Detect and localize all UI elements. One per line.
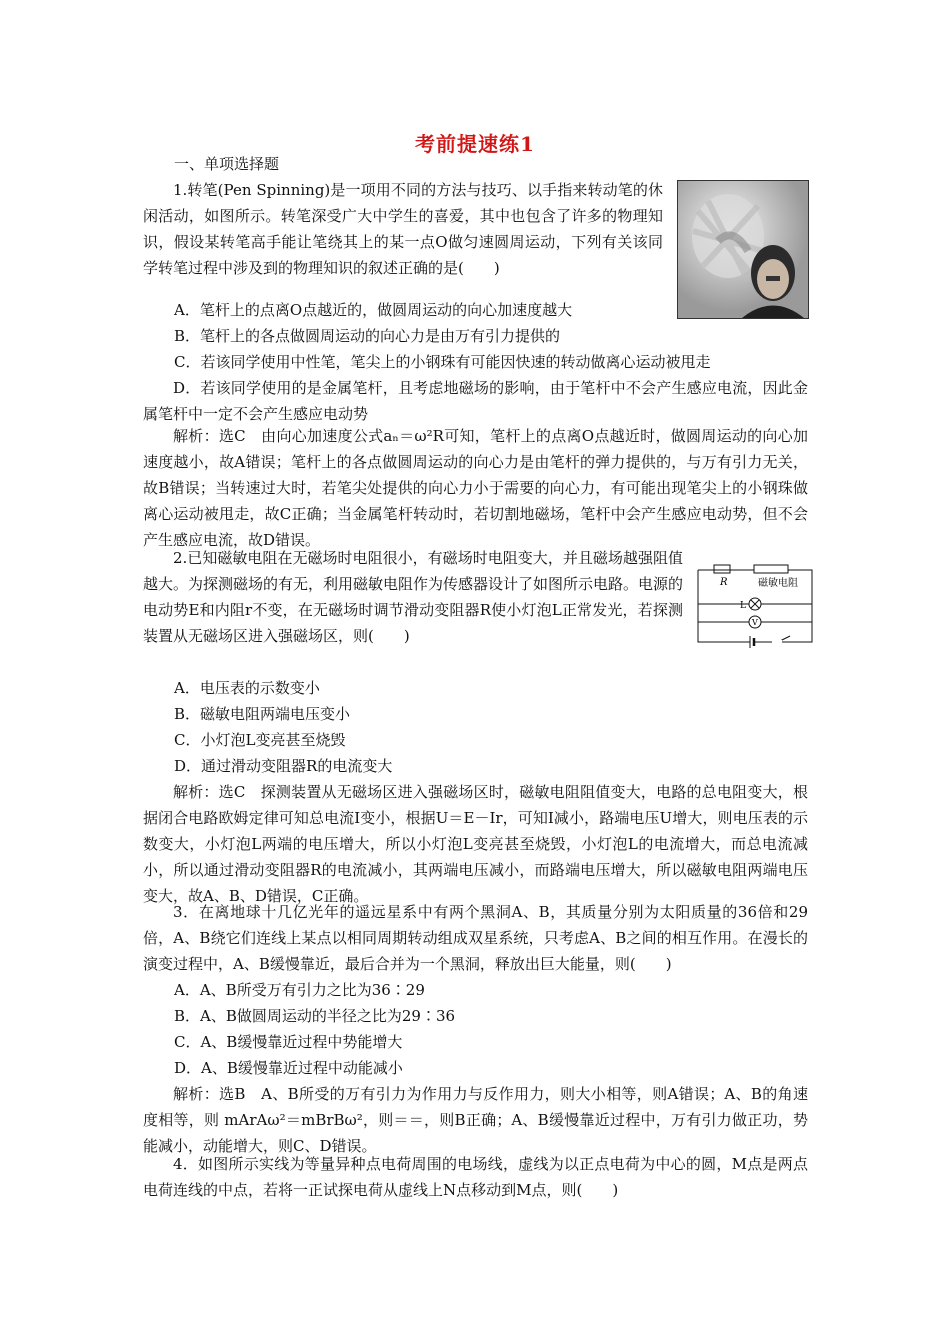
q2-option-c: C．小灯泡L变亮甚至烧毁 (174, 731, 346, 749)
q3-analysis: 解析：选B A、B所受的万有引力为作用力与反作用力，则大小相等，则A错误；A、B的角速度相等，则 mArAω²＝mBrBω²，则＝＝，则B正确；A、B缓慢靠近过程中，万有引力做正功，势能减小，动能增大，则C、D错误。 (143, 1085, 808, 1155)
q4-stem: 4．如图所示实线为等量异种点电荷周围的电场线，虚线为以正点电荷为中心的圆，M点是两点电荷连线的中点，若将一正试探电荷从虚线上N点移动到M点，则( ) (143, 1155, 808, 1199)
q3-option-c: C．A、B缓慢靠近过程中势能增大 (174, 1033, 403, 1051)
q1-option-a: A．笔杆上的点离O点越近的，做圆周运动的向心加速度越大 (174, 301, 573, 319)
q1-option-c: C．若该同学使用中性笔，笔尖上的小钢珠有可能因快速的转动做离心运动被甩走 (174, 353, 711, 371)
q3-option-b: B．A、B做圆周运动的半径之比为29∶36 (174, 1007, 456, 1025)
lamp-label: L (740, 601, 746, 611)
sensor-label: 磁敏电阻 (758, 578, 798, 589)
q3-stem: 3．在离地球十几亿光年的遥远星系中有两个黑洞A、B，其质量分别为太阳质量的36倍和29倍，A、B绕它们连线上某点以相同周期转动组成双星系统，只考虑A、B之间的相互作用。在漫长的演变过程中，A、B缓慢靠近，最后合并为一个黑洞，释放出巨大能量，则( ) (143, 903, 808, 973)
rheostat-r (714, 565, 730, 573)
q2-option-b: B．磁敏电阻两端电压变小 (174, 705, 351, 723)
q2-analysis: 解析：选C 探测装置从无磁场区进入强磁场区时，磁敏电阻阻值变大，电路的总电阻变大，根据闭合电路欧姆定律可知总电流I变小，根据U＝E－Ir，可知I减小，路端电压U增大，则电压表的示数变大，小灯泡L两端的电压增大，所以小灯泡L变亮甚至烧毁，小灯泡L的电流增大，而总电流减小，所以通过滑动变阻器R的电流减小，其两端电压减小，而路端电压增大，所以磁敏电阻两端电压变大，故A、B、D错误，C正确。 (143, 783, 808, 905)
section-heading: 一、单项选择题 (174, 155, 280, 173)
q3-option-a: A．A、B所受万有引力之比为36∶29 (174, 981, 425, 999)
q1-option-d: D．若该同学使用的是金属笔杆，且考虑地磁场的影响，由于笔杆中不会产生感应电流，因此金属笔杆中一定不会产生感应电动势 (143, 379, 808, 423)
q1-option-b: B．笔杆上的各点做圆周运动的向心力是由万有引力提供的 (174, 327, 561, 345)
pen-spinning-photo (677, 180, 809, 319)
sensor-circuit-diagram (690, 552, 820, 652)
q2-option-d: D．通过滑动变阻器R的电流变大 (174, 757, 393, 775)
pen-spinning-illustration (678, 181, 808, 318)
q2-stem: 2.已知磁敏电阻在无磁场时电阻很小，有磁场时电阻变大，并且磁场越强阻值越大。为探测磁场的有无，利用磁敏电阻作为传感器设计了如图所示电路。电源的电动势E和内阻r不变，在无磁场时调节滑动变阻器R使小灯泡L正常发光，若探测装置从无磁场区进入强磁场区，则( ) (143, 549, 684, 645)
q3-option-d: D．A、B缓慢靠近过程中动能减小 (174, 1059, 403, 1077)
q2-option-a: A．电压表的示数变小 (174, 679, 320, 697)
q1-stem: 1.转笔(Pen Spinning)是一项用不同的方法与技巧、以手指来转动笔的休闲活动，如图所示。转笔深受广大中学生的喜爱，其中也包含了许多的物理知识，假设某转笔高手能让笔绕其上的某一点O做匀速圆周运动，下列有关该同学转笔过程中涉及到的物理知识的叙述正确的是( ) (143, 181, 663, 277)
rheostat-label: R (720, 577, 728, 588)
voltmeter-label: V (752, 618, 758, 627)
page-title: 考前提速练1 (415, 132, 535, 156)
q1-analysis: 解析：选C 由向心加速度公式aₙ＝ω²R可知，笔杆上的点离O点越近时，做圆周运动的向心加速度越小，故A错误；笔杆上的各点做圆周运动的向心力是由笔杆的弹力提供的，与万有引力无关，故B错误；当转速过大时，若笔尖处提供的向心力小于需要的向心力，有可能出现笔尖上的小钢珠做离心运动被甩走，故C正确；当金属笔杆转动时，若切割地磁场，笔杆中会产生感应电动势，但不会产生感应电流，故D错误。 (143, 427, 808, 549)
